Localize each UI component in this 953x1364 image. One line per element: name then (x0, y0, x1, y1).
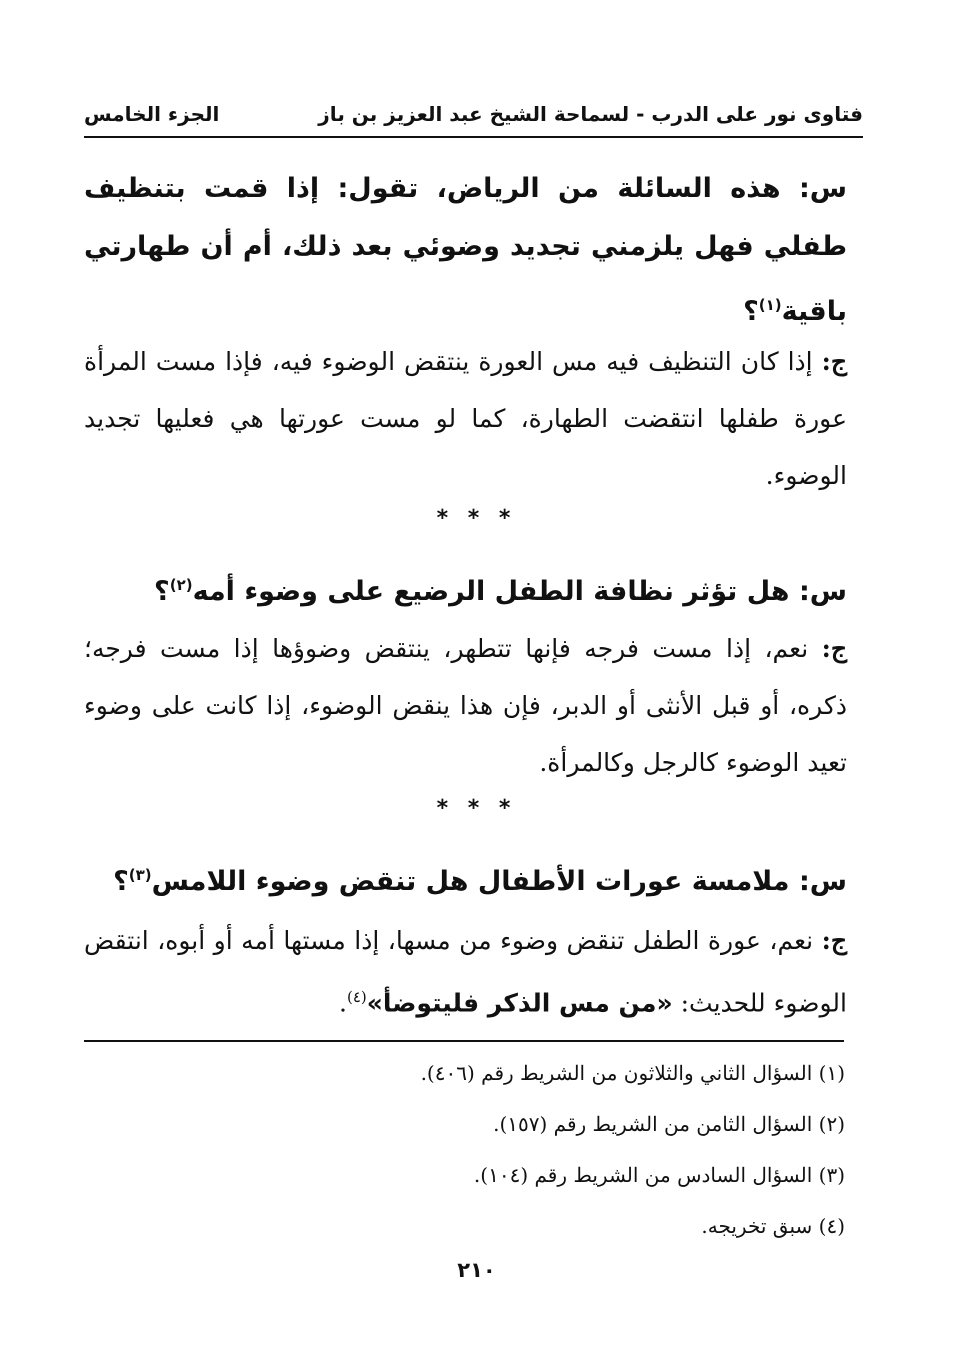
answer-3 (84, 912, 847, 1031)
answer-label: ج: (821, 926, 847, 955)
section-separator: * * * (436, 796, 517, 821)
question-mark: ؟ (154, 576, 170, 607)
question-text: هل تؤثر نظافة الطفل الرضيع على وضوء أمه (192, 576, 790, 607)
answer-text: إذا كان التنظيف فيه مس العورة ينتقض الوضوء فيه، فإذا مست المرأة عورة طفلها انتقضت الطهارة، كما لو مست عورتها هي فعليها تجديد الوضوء. (84, 347, 847, 490)
section-separator: * * * (436, 506, 517, 531)
answer-2 (84, 620, 847, 791)
answer-text: نعم، إذا مست فرجه فإنها تتطهر، ينتقض وضوؤها إذا مست فرجه؛ ذكره، أو قبل الأنثى أو الدبر، فإن هذا ينقض الوضوء، إذا كانت على وضوء تعيد الوضوء كالرجل وكالمرأة. (84, 634, 847, 777)
question-text: ملامسة عورات الأطفال هل تنقض وضوء اللامس (151, 866, 790, 897)
question-label: س: (798, 866, 847, 897)
answer-block-1 (84, 333, 847, 504)
question-1 (84, 160, 847, 341)
question-mark: ؟ (743, 296, 759, 327)
answer-block-2 (84, 620, 847, 791)
footnote-divider (84, 1040, 844, 1042)
footnote-ref: (٤) (346, 988, 367, 1006)
period: . (339, 988, 347, 1018)
question-mark: ؟ (113, 866, 129, 897)
question-label: س: (798, 173, 847, 204)
qa-block-1 (84, 160, 847, 341)
answer-text: نعم، عورة الطفل تنقض وضوء من مسها، إذا مستها أمه أو أبوه، انتقض الوضوء للحديث: (84, 926, 847, 1018)
answer-label: ج: (821, 634, 847, 663)
footnote-4: (٤) سبق تخريجه. (701, 1214, 845, 1238)
question-text: هذه السائلة من الرياض، تقول: إذا قمت بتنظيف طفلي فهل يلزمني تجديد وضوئي بعد ذلك، أم أن طهارتي باقية (84, 173, 847, 327)
running-header (84, 96, 863, 138)
footnote-2: (٢) السؤال الثامن من الشريط رقم (١٥٧). (493, 1112, 845, 1136)
answer-1 (84, 333, 847, 504)
footnote-ref: (٢) (169, 576, 193, 594)
hadith-quote: «من مس الذكر فليتوضأ» (366, 988, 673, 1018)
qa-block-3 (84, 846, 847, 911)
footnotes (84, 1048, 845, 1252)
volume-label: الجزء الخامس (84, 102, 220, 126)
book-title: فتاوى نور على الدرب - لسماحة الشيخ عبد العزيز بن باز (318, 102, 863, 126)
footnote-1: (١) السؤال الثاني والثلاثون من الشريط رقم (٤٠٦). (420, 1061, 845, 1085)
question-2 (84, 556, 847, 621)
page-number: ٢١٠ (457, 1258, 496, 1282)
footnote-ref: (٣) (128, 866, 152, 884)
question-3 (84, 846, 847, 911)
footnote-3: (٣) السؤال السادس من الشريط رقم (١٠٤). (473, 1163, 845, 1187)
footnote-ref: (١) (758, 296, 782, 314)
qa-block-2 (84, 556, 847, 621)
answer-label: ج: (821, 347, 847, 376)
question-label: س: (798, 576, 847, 607)
answer-block-3 (84, 912, 847, 1031)
